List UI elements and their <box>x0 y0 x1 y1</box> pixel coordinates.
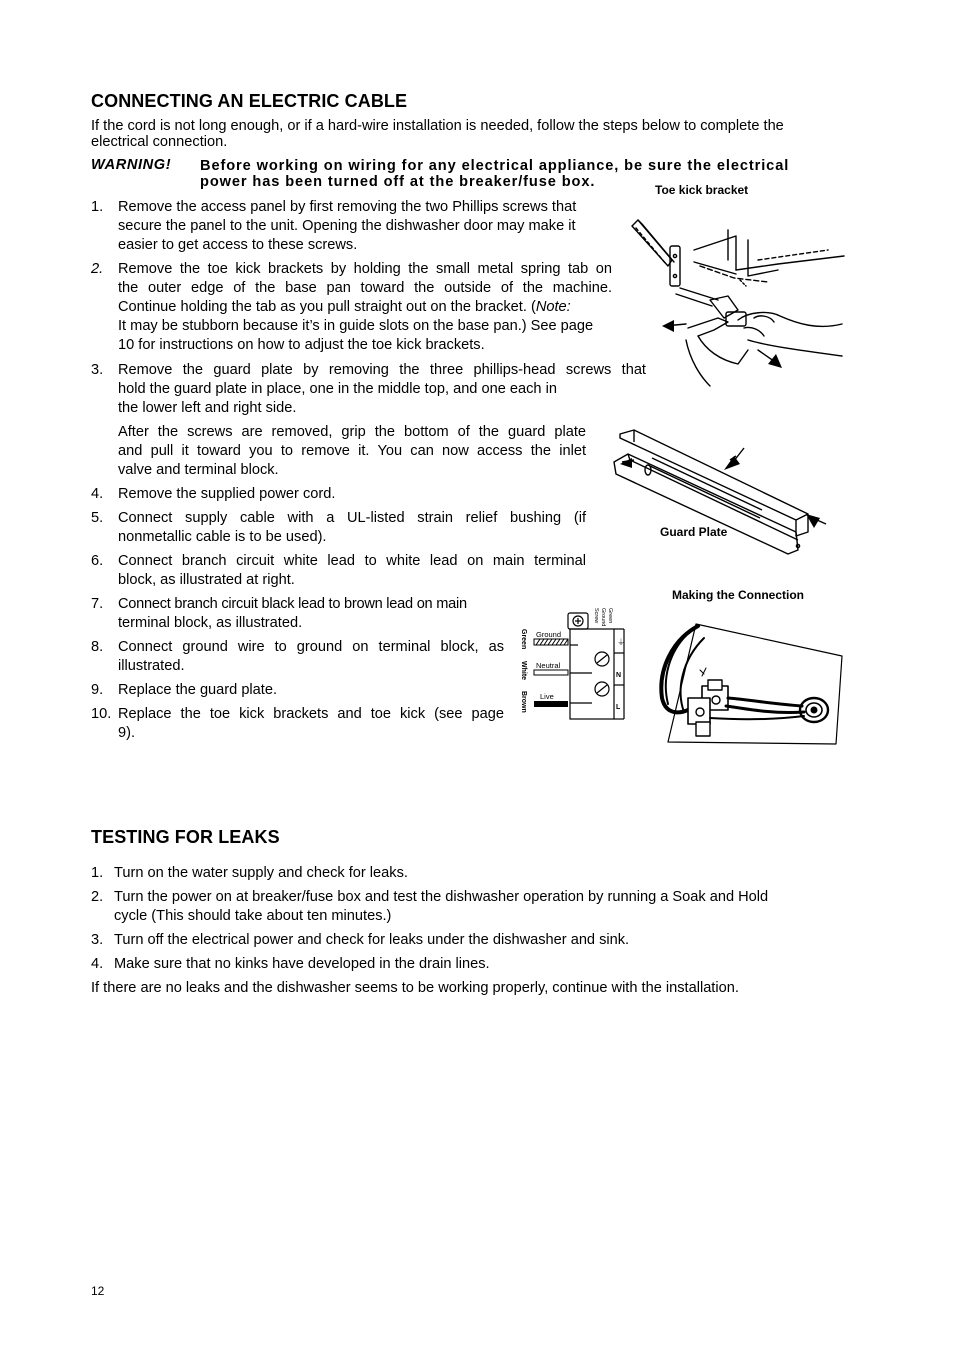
neutral-label: Neutral <box>536 661 561 670</box>
page-number: 12 <box>91 1284 105 1298</box>
ground-label: Ground <box>536 630 562 639</box>
live-label: Live <box>540 692 554 701</box>
white-wire-label: White <box>520 661 527 681</box>
brown-wire-label: Brown <box>520 691 527 713</box>
section-title-testing-leaks: TESTING FOR LEAKS <box>91 827 280 847</box>
terminal-n-label: N <box>616 672 622 679</box>
screw-label-screw: Screw <box>593 608 599 624</box>
closing-paragraph: If there are no leaks and the dishwasher seems to be working properly, continue with the installation. <box>91 980 739 996</box>
intro-paragraph: If the cord is not long enough, or if a hard-wire installation is needed, follow the steps below to complete the electrical connection. <box>91 118 784 150</box>
toe-kick-bracket-illustration <box>628 200 846 392</box>
toe-kick-caption: Toe kick bracket <box>655 183 749 197</box>
list-item-continuation: After the screws are removed, grip the bottom of the guard plate and pull it toward you to remove it. You can now access the inlet valve and terminal block. <box>118 424 586 478</box>
section-title-electric-cable: CONNECTING AN ELECTRIC CABLE <box>91 91 408 111</box>
warning-label: WARNING! <box>91 157 172 173</box>
ground-terminal-icon: ⏚ <box>617 638 625 647</box>
warning-text: Before working on wiring for any electrical appliance, be sure the electrical power has been turned off at the breaker/fuse box. <box>200 158 790 190</box>
guard-plate-illustration <box>612 420 842 560</box>
terminal-l-label: L <box>616 704 621 711</box>
wiring-diagram <box>518 605 628 722</box>
making-connection-illustration <box>652 620 848 750</box>
screw-label-ground: Ground <box>600 608 606 627</box>
screw-label-green: Green <box>607 608 613 624</box>
making-connection-caption: Making the Connection <box>672 588 804 602</box>
guard-plate-caption: Guard Plate <box>660 525 728 539</box>
green-wire-label: Green <box>520 629 527 650</box>
